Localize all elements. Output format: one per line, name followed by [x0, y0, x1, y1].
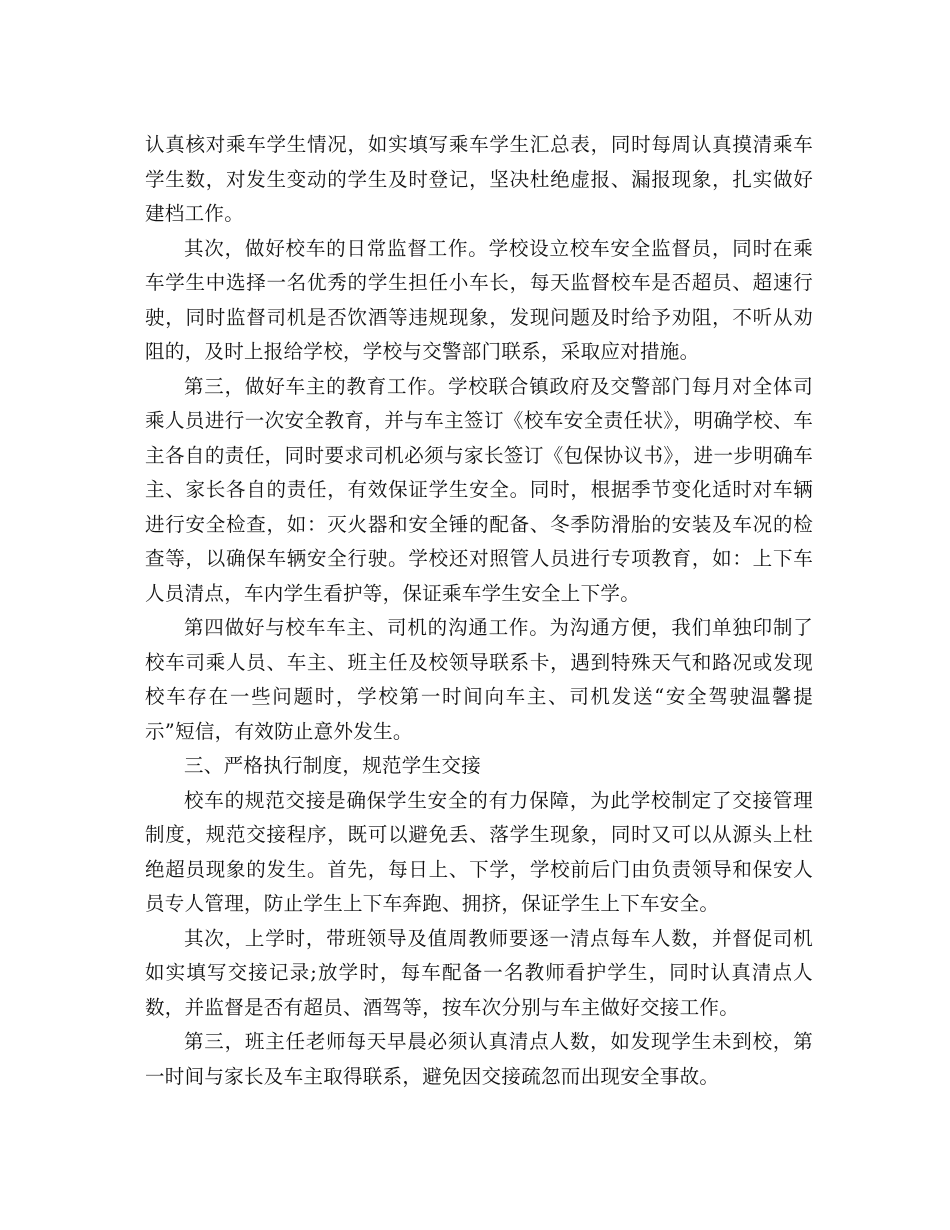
section-heading-student-handover: 三、严格执行制度，规范学生交接: [184, 754, 482, 777]
paragraph-communication: 第四做好与校车车主、司机的沟通工作。为沟通方便，我们单独印制了校车司乘人员、车主、班主任及校领导联系卡，遇到特殊天气和路况或发现校车存在一些问题时，学校第一时间向车主、司机发送“安全驾驶温馨提示”短信，有效防止意外发生。: [145, 616, 813, 743]
paragraph-handover-counting: 其次，上学时，带班领导及值周教师要逐一清点每车人数，并督促司机如实填写交接记录;放学时，每车配备一名教师看护学生，同时认真清点人数，并监督是否有超员、酒驾等，按车次分别与车主做好交接工作。: [145, 926, 813, 1019]
document-body: [145, 128, 813, 1094]
paragraph-daily-supervision: 其次，做好校车的日常监督工作。学校设立校车安全监督员，同时在乘车学生中选择一名优秀的学生担任小车长，每天监督校车是否超员、超速行驶，同时监督司机是否饮酒等违规现象，发现问题及时给予劝阻，不听从劝阻的，及时上报给学校，学校与交警部门联系，采取应对措施。: [145, 236, 813, 363]
paragraph-class-teacher-check: 第三，班主任老师每天早晨必须认真清点人数，如发现学生未到校，第一时间与家长及车主取得联系，避免因交接疏忽而出现安全事故。: [145, 1030, 813, 1088]
paragraph-handover-system: 校车的规范交接是确保学生安全的有力保障，为此学校制定了交接管理制度，规范交接程序，既可以避免丢、落学生现象，同时又可以从源头上杜绝超员现象的发生。首先，每日上、下学，学校前后门由负责领导和保安人员专人管理，防止学生上下车奔跑、拥挤，保证学生上下车安全。: [145, 788, 813, 915]
paragraph-continuation: 认真核对乘车学生情况，如实填写乘车学生汇总表，同时每周认真摸清乘车学生数，对发生变动的学生及时登记，坚决杜绝虚报、漏报现象，扎实做好建档工作。: [145, 133, 813, 225]
paragraph-owner-education: 第三，做好车主的教育工作。学校联合镇政府及交警部门每月对全体司乘人员进行一次安全教育，并与车主签订《校车安全责任状》，明确学校、车主各自的责任，同时要求司机必须与家长签订《包保协议书》，进一步明确车主、家长各自的责任，有效保证学生安全。同时，根据季节变化适时对车辆进行安全检查，如：灭火器和安全锤的配备、冬季防滑胎的安装及车况的检查等，以确保车辆安全行驶。学校还对照管人员进行专项教育，如：上下车人员清点，车内学生看护等，保证乘车学生安全上下学。: [145, 374, 813, 605]
